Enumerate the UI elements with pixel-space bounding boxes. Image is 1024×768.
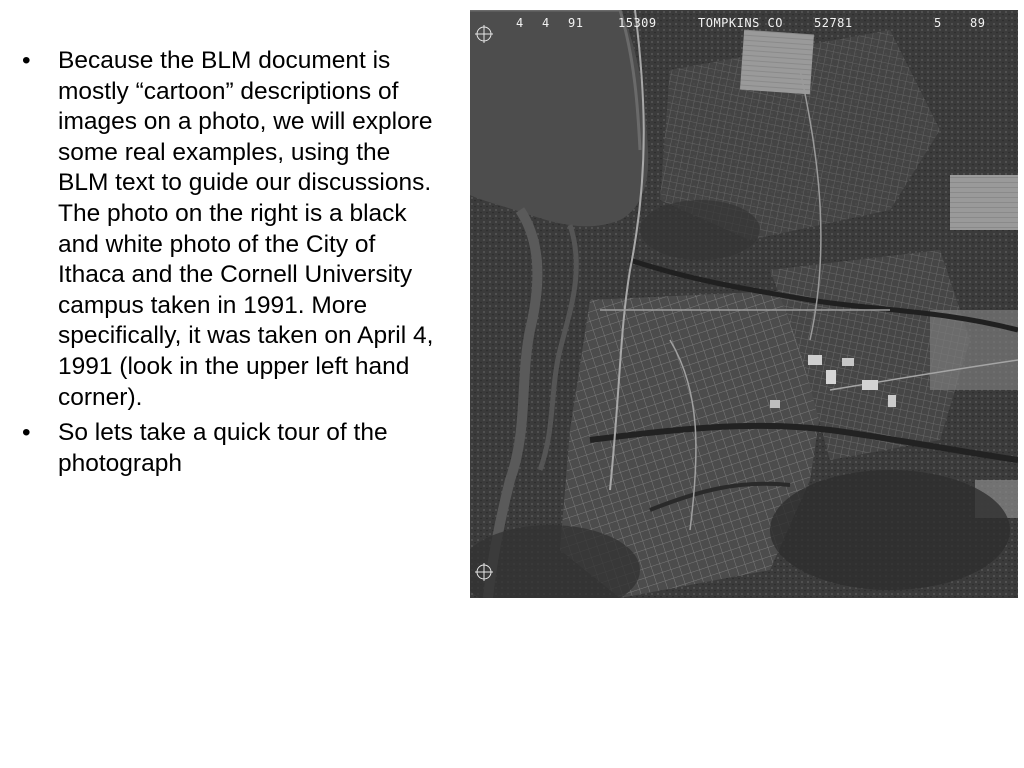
bullet-list (22, 46, 442, 479)
photo-header-strip-number: 5 (934, 16, 942, 30)
aerial-photo (470, 10, 1018, 598)
photo-header-frame-id: 52781 (814, 16, 853, 30)
photo-header-exposure: 89 (970, 16, 986, 30)
aerial-photo-image (470, 10, 1018, 598)
photo-header-roll: 15309 (618, 16, 657, 30)
bullet-item-intro (22, 46, 442, 413)
photo-header-year: 91 (568, 16, 584, 30)
photo-header-day: 4 (542, 16, 550, 30)
bullet-item-tour (22, 418, 442, 479)
slide-body-text (22, 46, 442, 484)
bullet-marker: • (22, 47, 31, 74)
photo-header-county: TOMPKINS CO (698, 16, 783, 30)
bullet-text: So lets take a quick tour of the photograph (58, 419, 388, 477)
photo-header-strip (470, 10, 1018, 34)
bullet-marker: • (22, 419, 31, 447)
photo-header-month: 4 (516, 16, 524, 30)
bullet-text: Because the BLM document is mostly “cartoon” descriptions of images on a photo, we will explore some real examples, using the BLM text to guide our discussions. The photo on the right is a black and white photo of the City of Ithaca and the Cornell University campus taken in 1991. More specifically, it was taken on April 4, 1991 (look in the upper left hand corner). (58, 47, 434, 411)
